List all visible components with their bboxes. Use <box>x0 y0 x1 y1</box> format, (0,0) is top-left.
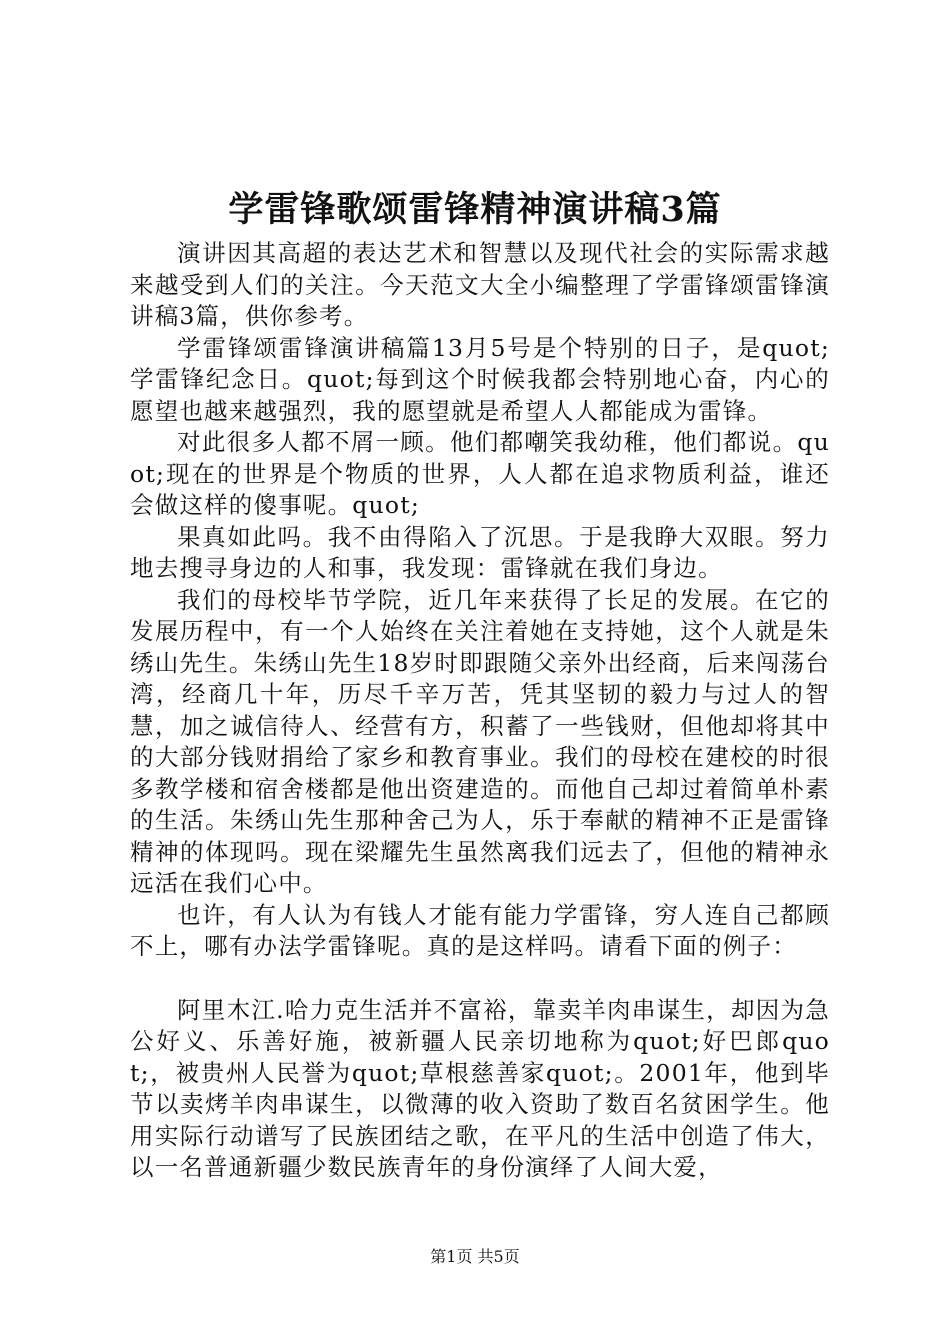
paragraph-skeptics: 对此很多人都不屑一顾。他们都嘲笑我幼稚，他们都说。quot;现在的世界是个物质的世界，人人都在追求物质利益，谁还会做这样的傻事呢。quot; <box>130 428 830 519</box>
paragraph-alimujiang: 阿里木江.哈力克生活并不富裕，靠卖羊肉串谋生，却因为急公好义、乐善好施，被新疆人民亲切地称为quot;好巴郎quot;，被贵州人民誉为quot;草根慈善家quot;。2001年，他到毕节以卖烤羊肉串谋生，以微薄的收入资助了数百名贫困学生。他用实际行动谱写了民族团结之歌，在平凡的生活中创造了伟大，以一名普通新疆少数民族青年的身份演绎了人间大爱， <box>130 995 830 1181</box>
document-title: 学雷锋歌颂雷锋精神演讲稿3篇 <box>228 189 722 230</box>
paragraph-intro: 演讲因其高超的表达艺术和智慧以及现代社会的实际需求越来越受到人们的关注。今天范文大全小编整理了学雷锋颂雷锋演讲稿3篇，供你参考。 <box>130 239 830 330</box>
paragraph-zhu-xiushan: 我们的母校毕节学院，近几年来获得了长足的发展。在它的发展历程中，有一个人始终在关注着她在支持她，这个人就是朱绣山先生。朱绣山先生18岁时即跟随父亲外出经商，后来闯荡台湾，经商几十年，历尽千辛万苦，凭其坚韧的毅力与过人的智慧，加之诚信待人、经营有方，积蓄了一些钱财，但他却将其中的大部分钱财捐给了家乡和教育事业。我们的母校在建校的时很多教学楼和宿舍楼都是他出资建造的。而他自己却过着简单朴素的生活。朱绣山先生那种舍己为人，乐于奉献的精神不正是雷锋精神的体现吗。现在梁耀先生虽然离我们远去了，但他的精神永远活在我们心中。 <box>130 585 830 897</box>
page-indicator: 第1页 共5页 <box>430 1247 520 1266</box>
paragraph-reflection: 果真如此吗。我不由得陷入了沉思。于是我睁大双眼。努力地去搜寻身边的人和事，我发现：雷锋就在我们身边。 <box>130 522 830 582</box>
paragraph-question: 也许，有人认为有钱人才能有能力学雷锋，穷人连自己都顾不上，哪有办法学雷锋呢。真的是这样吗。请看下面的例子： <box>130 900 830 960</box>
paragraph-speech-1: 学雷锋颂雷锋演讲稿篇13月5号是个特别的日子，是quot;学雷锋纪念日。quot;每到这个时候我都会特别地心奋，内心的愿望也越来越强烈，我的愿望就是希望人人都能成为雷锋。 <box>130 333 830 425</box>
document-body <box>130 238 830 1184</box>
